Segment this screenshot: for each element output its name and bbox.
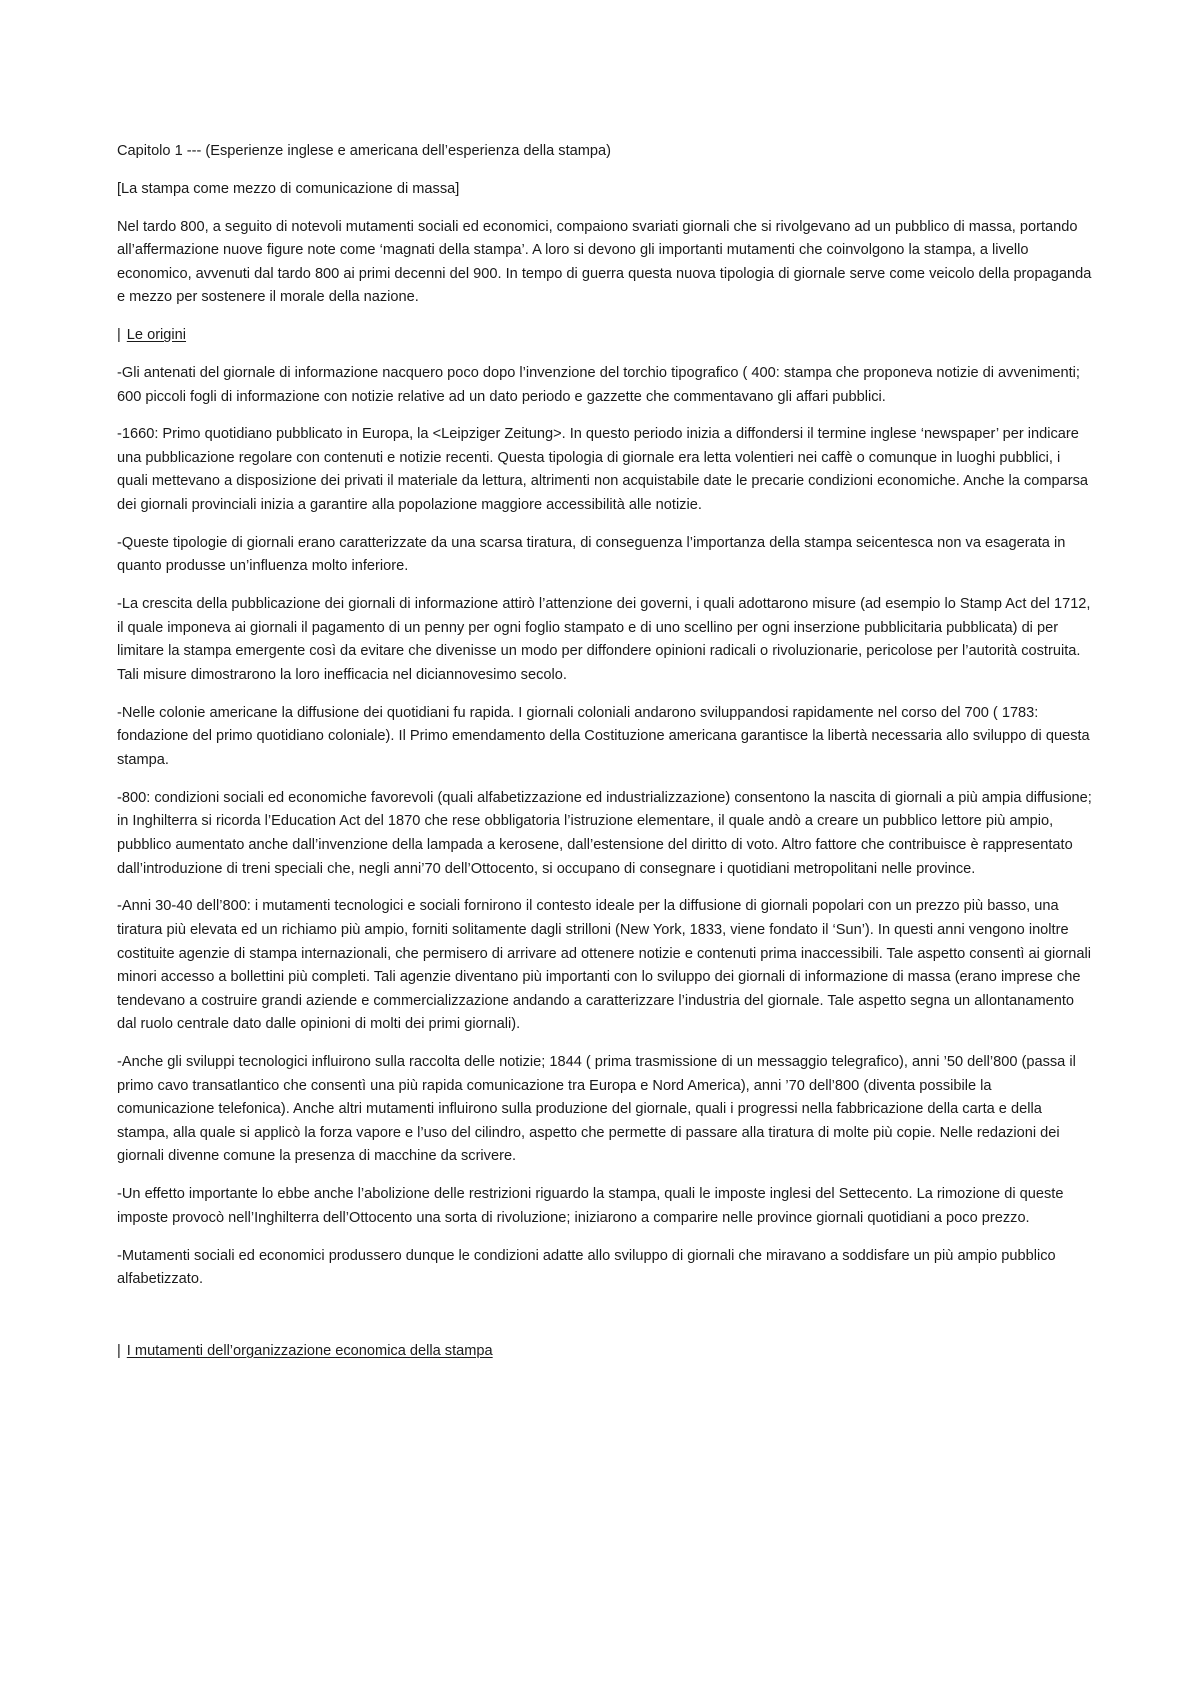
document-page (117, 140, 1092, 1378)
body-paragraph: -800: condizioni sociali ed economiche favorevoli (quali alfabetizzazione ed industrializzazione) consentono la nascita di giornali a più ampia diffusione; in Inghilterra si ricorda l’Education Act del 1870 che rese obbligatoria l’istruzione elementare, il quale andò a creare un pubblico lettore più ampio, pubblico aumentato anche dall’invenzione della lampada a kerosene, dall’estensione del diritto di voto. Altro fattore che contribuisce è rappresentato dall’introduzione di treni speciali che, negli anni’70 dell’Ottocento, si occupano di consegnare i quotidiani metropolitani nelle province. (117, 789, 1092, 877)
intro-paragraph: Nel tardo 800, a seguito di notevoli mutamenti sociali ed economici, compaiono svariati giornali che si rivolgevano ad un pubblico di massa, portando all’affermazione nuove figure note come ‘magnati della stampa’. A loro si devono gli importanti mutamenti che coinvolgono la stampa, a livello economico, avvenuti dal tardo 800 ai primi decenni del 900. In tempo di guerra questa nuova tipologia di giornale serve come veicolo della propaganda e mezzo per sostenere il morale della nazione. (117, 218, 1092, 306)
body-paragraph: -Gli antenati del giornale di informazione nacquero poco dopo l’invenzione del torchio tipografico ( 400: stampa che proponeva notizie di avvenimenti; 600 piccoli fogli di informazione con notizie relative ad un dato periodo e gazzette che commentavano gli affari pubblici. (117, 364, 1080, 405)
body-paragraph: -Queste tipologie di giornali erano caratterizzate da una scarsa tiratura, di conseguenza l’importanza della stampa seicentesca non va esagerata in quanto produsse un’influenza molto inferiore. (117, 534, 1066, 575)
body-paragraph: -Anche gli sviluppi tecnologici influirono sulla raccolta delle notizie; 1844 ( prima trasmissione di un messaggio telegrafico), anni ’50 dell’800 (passa il primo cavo transatlantico che consentì una più rapida comunicazione tra Europa e Nord America), anni ’70 dell’800 (diventa possibile la comunicazione telefonica). Anche altri mutamenti influirono sulla produzione del giornale, quali i progressi nella fabbricazione della carta e della stampa, alla quale si applicò la forza vapore e l’uso del cilindro, aspetto che permette di passare alla tiratura di molte più copie. Nelle redazioni dei giornali divenne comune la presenza di macchine da scrivere. (117, 1054, 1076, 1165)
section-bar: | (117, 327, 121, 344)
section-label: I mutamenti dell’organizzazione economica della stampa (126, 1342, 493, 1359)
body-paragraph: -La crescita della pubblicazione dei giornali di informazione attirò l’attenzione dei governi, i quali adottarono misure (ad esempio lo Stamp Act del 1712, il quale imponeva ai giornali il pagamento di un penny per ogni foglio stampato e di uno scellino per ogni inserzione pubblicitaria pubblicata) di per limitare la stampa emergente così da evitare che divenisse un modo per diffondere opinioni radicali o rivoluzionarie, pericolose per l’autorità costruita. Tali misure dimostrarono la loro inefficacia nel diciannovesimo secolo. (117, 596, 1091, 683)
section-label: Le origini (126, 327, 187, 344)
body-paragraph: -1660: Primo quotidiano pubblicato in Europa, la <Leipziger Zeitung>. In questo periodo inizia a diffondersi il termine inglese ‘newspaper’ per indicare una pubblicazione regolare con contenuti e notizie recenti. Questa tipologia di giornale era letta volentieri nei caffè o comunque in luoghi pubblici, i quali mettevano a disposizione dei privati il materiale da lettura, altrimenti non acquistabile date le precarie condizioni economiche. Anche la comparsa dei giornali provinciali inizia a garantire alla popolazione maggiore accessibilità alle notizie. (117, 426, 1089, 514)
section-heading-economic-organization (117, 1340, 1092, 1364)
body-paragraph: -Mutamenti sociali ed economici produssero dunque le condizioni adatte allo sviluppo di giornali che miravano a soddisfare un più ampio pubblico alfabetizzato. (117, 1247, 1056, 1288)
chapter-title: Capitolo 1 --- (Esperienze inglese e americana dell’esperienza della stampa) (117, 143, 612, 159)
body-paragraph: -Nelle colonie americane la diffusione dei quotidiani fu rapida. I giornali coloniali andarono sviluppandosi rapidamente nel corso del 700 ( 1783: fondazione del primo quotidiano coloniale). Il Primo emendamento della Costituzione americana garantisce la libertà necessaria allo sviluppo di questa stampa. (117, 704, 1090, 768)
blank-line (117, 1306, 1092, 1340)
chapter-subtitle: [La stampa come mezzo di comunicazione di massa] (117, 180, 460, 197)
section-heading-origins (117, 324, 1092, 348)
body-paragraph: -Un effetto importante lo ebbe anche l’abolizione delle restrizioni riguardo la stampa, quali le imposte inglesi del Settecento. La rimozione di queste imposte provocò nell’Inghilterra dell’Ottocento una sorta di rivoluzione; iniziarono a comparire nelle province giornali quotidiani a poco prezzo. (117, 1186, 1064, 1226)
body-paragraph: -Anni 30-40 dell’800: i mutamenti tecnologici e sociali fornirono il contesto ideale per la diffusione di giornali popolari con un prezzo più basso, una tiratura più elevata ed un richiamo più ampio, forniti solitamente dagli strilloni (New York, 1833, viene fondato il ‘Sun’). In questi anni vengono inoltre costituite agenzie di stampa internazionali, che permisero di arrivare ad ottenere notizie e contenuti prima inaccessibili. Tale aspetto consentì ai giornali minori accesso a bollettini più completi. Tali agenzie diventano più importanti con lo sviluppo dei giornali di informazione di massa (erano imprese che tendevano a costruire grandi aziende e commercializzazione andando a caratterizzare l’industria del giornale. Tale aspetto segna un allontanamento dal ruolo centrale dato dalle opinioni di molti dei primi giornali). (117, 898, 1091, 1033)
section-bar: | (117, 1342, 121, 1359)
